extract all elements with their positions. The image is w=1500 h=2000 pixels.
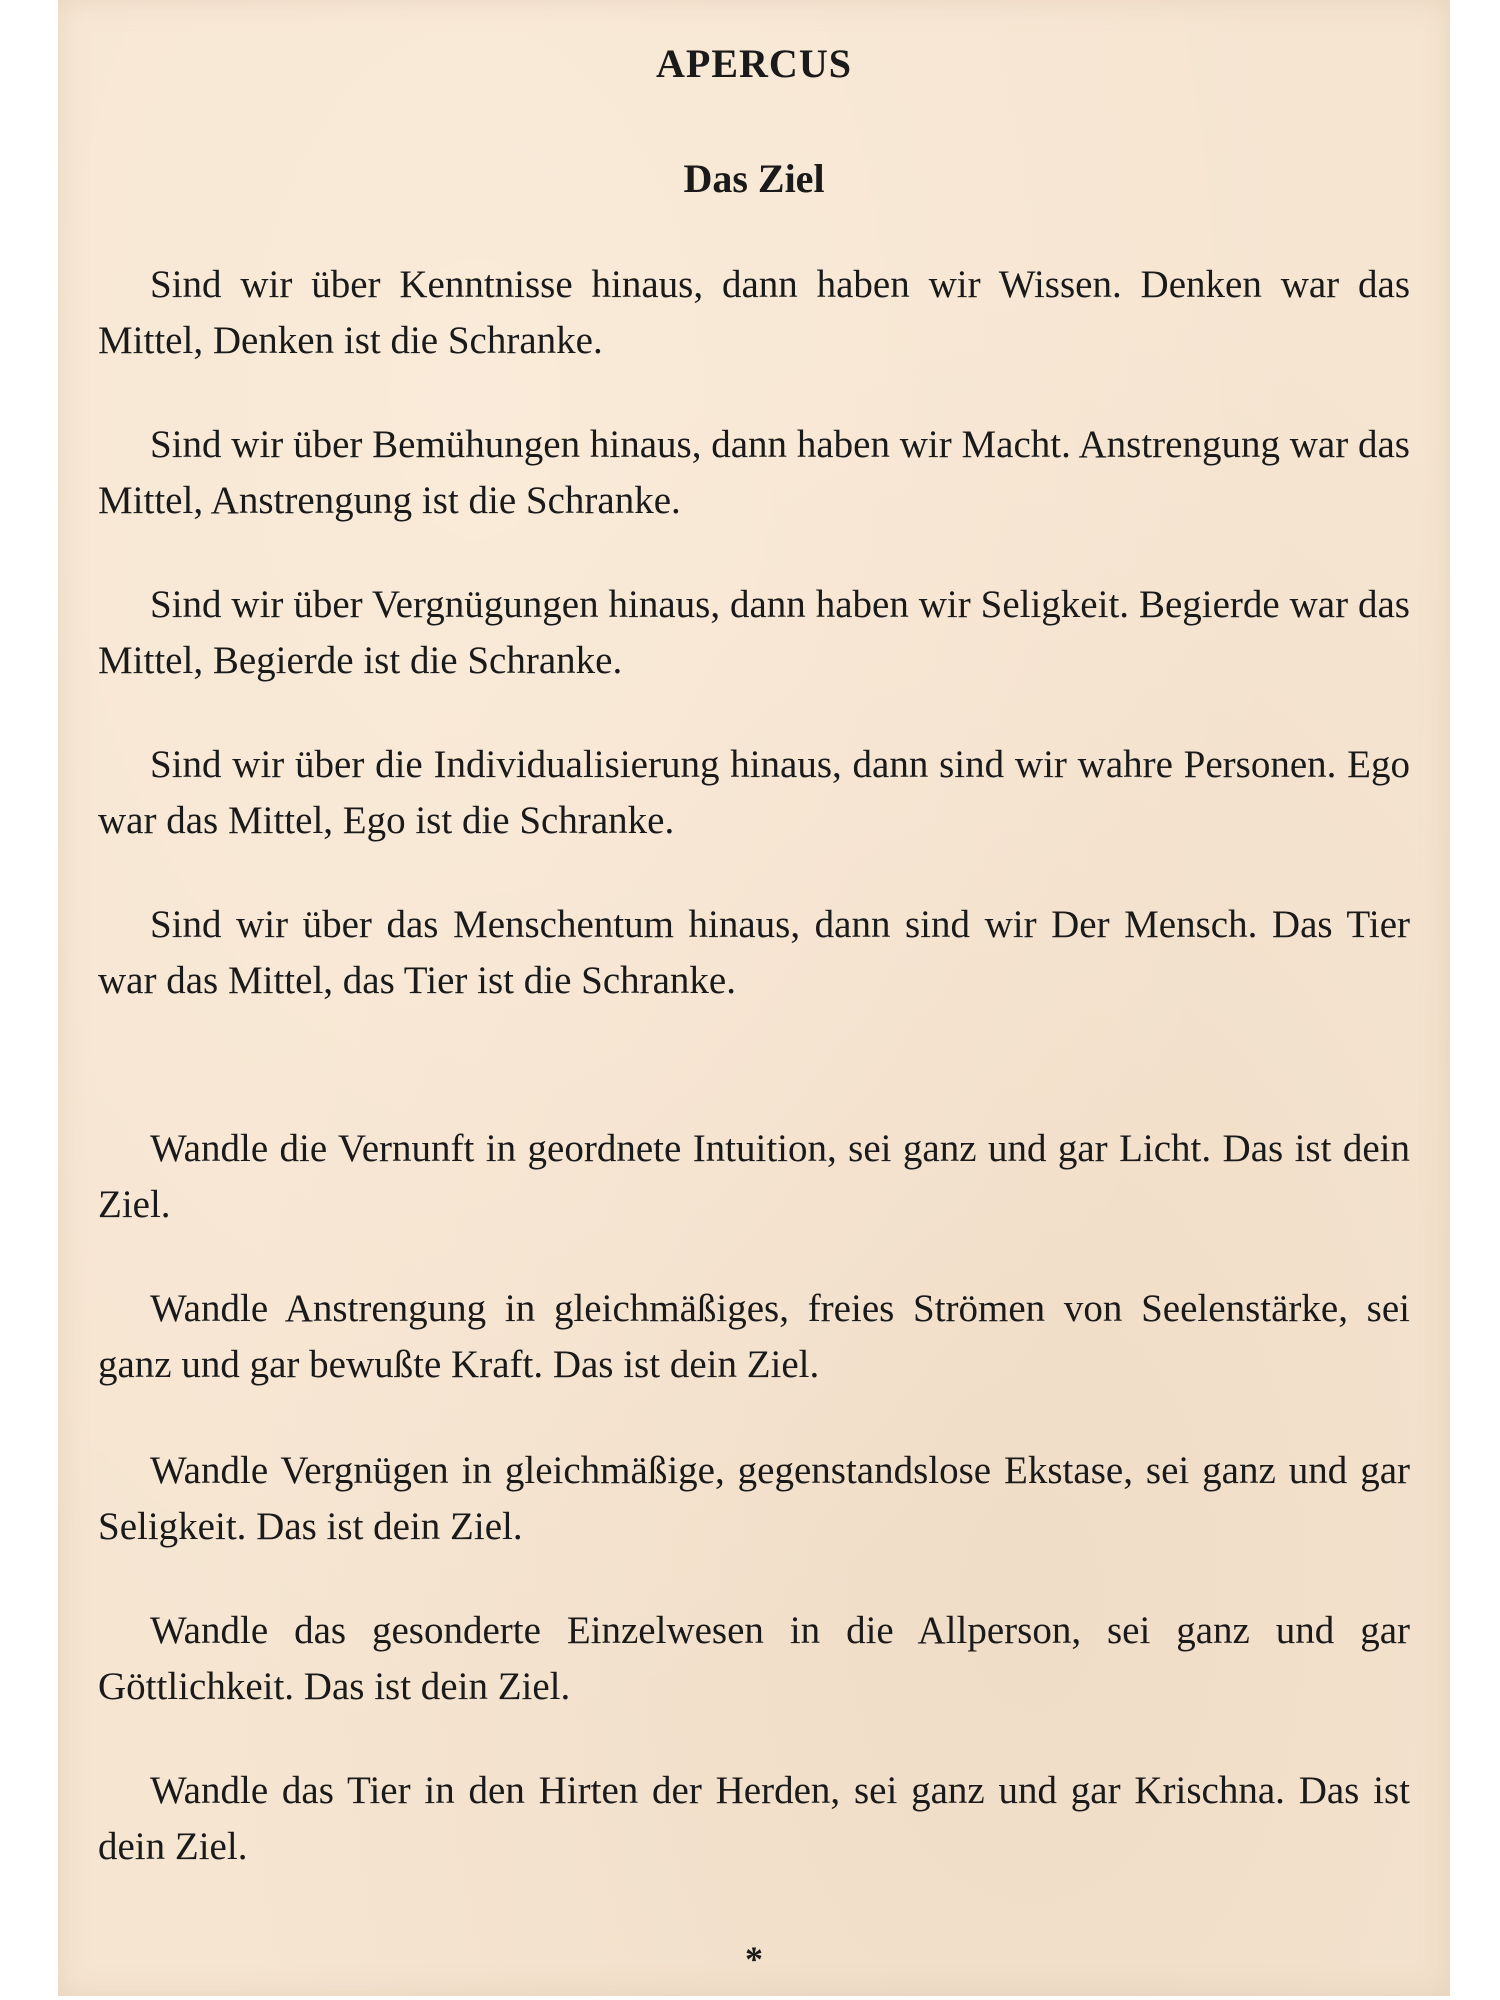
chapter-title: APERCUS [656,41,852,86]
book-page [58,0,1450,1996]
paragraph: Sind wir über Vergnügungen hinaus, dann haben wir Seligkeit. Begierde war das Mittel, Begierde ist die Schranke. [98,583,1410,682]
paragraph: Wandle das gesonderte Einzelwesen in die Allperson, sei ganz und gar Göttlichkeit. Das ist dein Ziel. [98,1609,1410,1708]
paragraph: Sind wir über das Menschentum hinaus, dann sind wir Der Mensch. Das Tier war das Mittel, das Tier ist die Schranke. [98,903,1410,1002]
section-separator: * [745,1939,763,1979]
paragraph: Sind wir über die Individualisierung hinaus, dann sind wir wahre Personen. Ego war das Mittel, Ego ist die Schranke. [98,743,1410,842]
paragraph: Wandle Vergnügen in gleichmäßige, gegenstandslose Ekstase, sei ganz und gar Seligkeit. Das ist dein Ziel. [98,1449,1410,1548]
paragraph: Wandle die Vernunft in geordnete Intuition, sei ganz und gar Licht. Das ist dein Ziel. [98,1127,1410,1226]
section-title: Das Ziel [683,156,825,201]
paragraph: Wandle Anstrengung in gleichmäßiges, freies Strömen von Seelenstärke, sei ganz und gar bewußte Kraft. Das ist dein Ziel. [98,1287,1410,1386]
paragraph: Sind wir über Bemühungen hinaus, dann haben wir Macht. Anstrengung war das Mittel, Anstrengung ist die Schranke. [98,423,1410,522]
paragraph: Sind wir über Kenntnisse hinaus, dann haben wir Wissen. Denken war das Mittel, Denken ist die Schranke. [98,263,1410,362]
paragraph: Wandle das Tier in den Hirten der Herden, sei ganz und gar Krischna. Das ist dein Ziel. [98,1769,1410,1868]
